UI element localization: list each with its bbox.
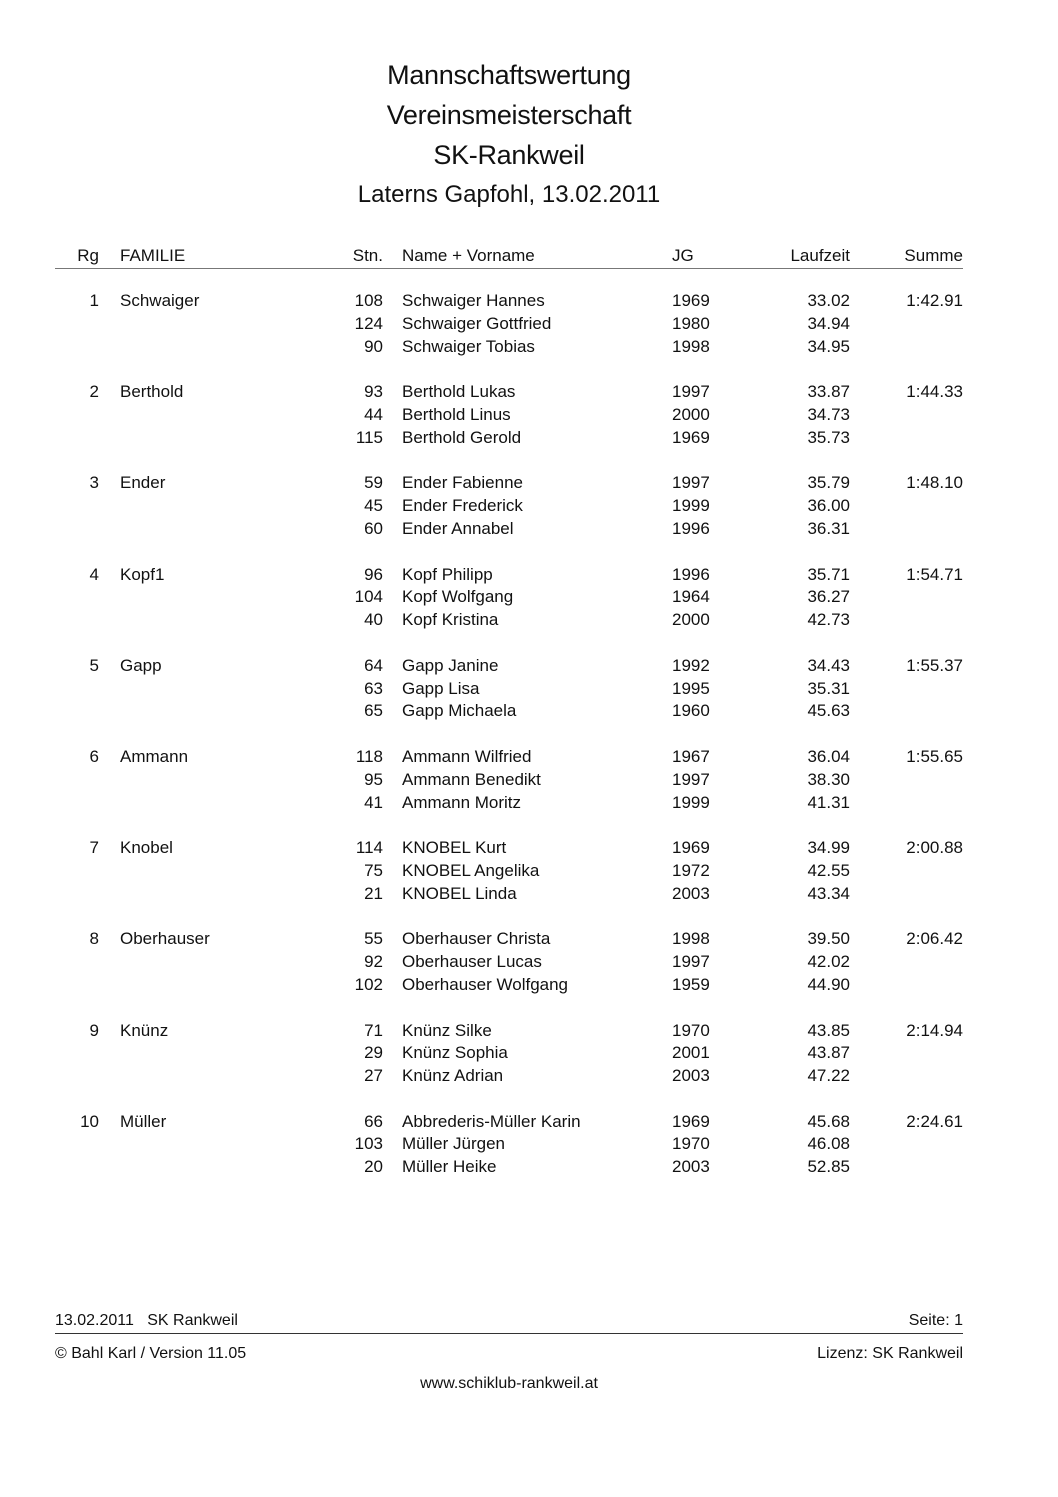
name-cell: Gapp Lisa <box>402 678 480 698</box>
run-time-cell: 42.73 <box>807 610 850 630</box>
run-time-cell: 35.71 <box>807 564 850 584</box>
name-cell: Knünz Sophia <box>402 1043 508 1063</box>
name-cell: Kopf Philipp <box>402 564 493 584</box>
birth-year-cell: 1997 <box>672 382 710 402</box>
start-number-cell: 103 <box>354 1134 383 1154</box>
name-cell: Ammann Benedikt <box>402 769 541 789</box>
birth-year-cell: 1997 <box>672 473 710 493</box>
name-cell: Gapp Michaela <box>402 701 517 721</box>
start-number-cell: 124 <box>354 313 383 333</box>
table-header <box>0 246 1058 268</box>
birth-year-cell: 1970 <box>672 1134 710 1154</box>
total-time-cell: 2:06.42 <box>906 929 963 949</box>
team-group <box>0 1112 1058 1180</box>
start-number-cell: 102 <box>354 974 383 994</box>
run-time-cell: 34.43 <box>807 655 850 675</box>
team-group <box>0 1021 1058 1089</box>
table-row <box>0 1021 1058 1044</box>
run-time-cell: 36.04 <box>807 746 850 766</box>
run-time-cell: 46.08 <box>807 1134 850 1154</box>
family-cell: Müller <box>120 1111 167 1131</box>
team-group <box>0 838 1058 906</box>
table-row <box>0 291 1058 314</box>
table-row <box>0 975 1058 998</box>
name-cell: Ender Frederick <box>402 496 523 516</box>
family-cell: Oberhauser <box>120 929 210 949</box>
run-time-cell: 34.95 <box>807 336 850 356</box>
start-number-cell: 75 <box>364 860 383 880</box>
run-time-cell: 43.34 <box>807 883 850 903</box>
name-cell: Oberhauser Christa <box>402 929 551 949</box>
team-group <box>0 565 1058 633</box>
name-cell: Oberhauser Wolfgang <box>402 974 569 994</box>
name-cell: Gapp Janine <box>402 655 499 675</box>
table-row <box>0 428 1058 451</box>
run-time-cell: 36.00 <box>807 496 850 516</box>
total-time-cell: 2:24.61 <box>906 1111 963 1131</box>
title-line-2: Vereinsmeisterschaft <box>386 100 632 130</box>
rank-cell: 6 <box>89 746 99 766</box>
birth-year-cell: 1969 <box>672 1111 710 1131</box>
table-row <box>0 747 1058 770</box>
team-group <box>0 473 1058 541</box>
start-number-cell: 59 <box>364 473 383 493</box>
results-table <box>0 291 1058 1203</box>
start-number-cell: 104 <box>354 587 383 607</box>
team-group <box>0 291 1058 359</box>
family-cell: Berthold <box>120 382 184 402</box>
name-cell: Ammann Moritz <box>402 792 522 812</box>
birth-year-cell: 1967 <box>672 746 710 766</box>
table-row <box>0 929 1058 952</box>
start-number-cell: 27 <box>364 1066 383 1086</box>
start-number-cell: 40 <box>364 610 383 630</box>
footer-copyright: © Bahl Karl / Version 11.05 <box>55 1345 247 1362</box>
table-row <box>0 496 1058 519</box>
name-cell: KNOBEL Angelika <box>402 860 540 880</box>
name-cell: Müller Heike <box>402 1157 497 1177</box>
start-number-cell: 66 <box>364 1111 383 1131</box>
header-name: Name + Vorname <box>402 246 535 265</box>
run-time-cell: 39.50 <box>807 929 850 949</box>
table-row <box>0 679 1058 702</box>
name-cell: Berthold Linus <box>402 404 511 424</box>
total-time-cell: 1:44.33 <box>906 382 963 402</box>
total-time-cell: 2:00.88 <box>906 838 963 858</box>
run-time-cell: 36.31 <box>807 518 850 538</box>
total-time-cell: 1:55.65 <box>906 746 963 766</box>
family-cell: Kopf1 <box>120 564 165 584</box>
birth-year-cell: 1996 <box>672 564 710 584</box>
start-number-cell: 95 <box>364 769 383 789</box>
name-cell: Abbrederis-Müller Karin <box>402 1111 581 1131</box>
start-number-cell: 55 <box>364 929 383 949</box>
name-cell: Ender Fabienne <box>402 473 523 493</box>
table-row <box>0 838 1058 861</box>
table-row <box>0 382 1058 405</box>
table-row <box>0 656 1058 679</box>
event-subtitle: Laterns Gapfohl, 13.02.2011 <box>357 181 661 208</box>
name-cell: Schwaiger Tobias <box>402 336 535 356</box>
table-row <box>0 587 1058 610</box>
title-line-3: SK-Rankweil <box>433 140 585 170</box>
start-number-cell: 118 <box>355 746 383 766</box>
table-row <box>0 314 1058 337</box>
birth-year-cell: 1959 <box>672 974 710 994</box>
run-time-cell: 36.27 <box>807 587 850 607</box>
team-group <box>0 929 1058 997</box>
birth-year-cell: 2000 <box>672 404 710 424</box>
start-number-cell: 65 <box>364 701 383 721</box>
start-number-cell: 45 <box>364 496 383 516</box>
start-number-cell: 93 <box>364 382 383 402</box>
start-number-cell: 108 <box>354 291 383 310</box>
start-number-cell: 44 <box>364 404 383 424</box>
birth-year-cell: 2000 <box>672 610 710 630</box>
start-number-cell: 41 <box>364 792 383 812</box>
birth-year-cell: 1969 <box>672 838 710 858</box>
footer-license: Lizenz: SK Rankweil <box>817 1345 963 1362</box>
name-cell: KNOBEL Linda <box>402 883 517 903</box>
run-time-cell: 33.87 <box>807 382 850 402</box>
footer-website: www.schiklub-rankweil.at <box>420 1375 598 1392</box>
birth-year-cell: 1960 <box>672 701 710 721</box>
run-time-cell: 45.68 <box>807 1111 850 1131</box>
footer-club: SK Rankweil <box>147 1312 238 1329</box>
table-row <box>0 610 1058 633</box>
start-number-cell: 115 <box>355 427 383 447</box>
total-time-cell: 2:14.94 <box>906 1020 963 1040</box>
team-group <box>0 382 1058 450</box>
start-number-cell: 92 <box>364 952 383 972</box>
start-number-cell: 96 <box>364 564 383 584</box>
run-time-cell: 42.55 <box>807 860 850 880</box>
name-cell: Ender Annabel <box>402 518 514 538</box>
run-time-cell: 35.79 <box>807 473 850 493</box>
table-row <box>0 565 1058 588</box>
run-time-cell: 35.31 <box>807 678 850 698</box>
rank-cell: 10 <box>80 1111 99 1131</box>
rank-cell: 4 <box>89 564 99 584</box>
birth-year-cell: 1997 <box>672 952 710 972</box>
birth-year-cell: 2003 <box>672 1157 710 1177</box>
birth-year-cell: 1998 <box>672 336 710 356</box>
family-cell: Ammann <box>120 746 189 766</box>
header-jg: JG <box>672 246 694 265</box>
run-time-cell: 47.22 <box>807 1066 850 1086</box>
total-time-cell: 1:48.10 <box>906 473 963 493</box>
birth-year-cell: 1997 <box>672 769 710 789</box>
table-row <box>0 861 1058 884</box>
run-time-cell: 41.31 <box>807 792 850 812</box>
family-cell: Ender <box>120 473 166 493</box>
rank-cell: 7 <box>89 838 99 858</box>
footer-date: 13.02.2011 <box>55 1312 134 1329</box>
total-time-cell: 1:54.71 <box>906 564 963 584</box>
table-row <box>0 519 1058 542</box>
title-line-1: Mannschaftswertung <box>387 60 631 90</box>
table-row <box>0 405 1058 428</box>
table-row <box>0 1134 1058 1157</box>
total-time-cell: 1:42.91 <box>906 291 963 310</box>
name-cell: Knünz Silke <box>402 1020 492 1040</box>
run-time-cell: 38.30 <box>807 769 850 789</box>
family-cell: Knobel <box>120 838 173 858</box>
name-cell: Schwaiger Hannes <box>402 291 545 310</box>
rank-cell: 1 <box>89 291 99 310</box>
table-row <box>0 1157 1058 1180</box>
table-row <box>0 701 1058 724</box>
birth-year-cell: 2003 <box>672 883 710 903</box>
start-number-cell: 64 <box>364 655 383 675</box>
run-time-cell: 33.02 <box>807 291 850 310</box>
start-number-cell: 114 <box>355 838 383 858</box>
birth-year-cell: 1999 <box>672 792 710 812</box>
birth-year-cell: 1995 <box>672 678 710 698</box>
footer-page: Seite: 1 <box>908 1312 963 1329</box>
rank-cell: 2 <box>89 382 99 402</box>
birth-year-cell: 2003 <box>672 1066 710 1086</box>
name-cell: KNOBEL Kurt <box>402 838 507 858</box>
birth-year-cell: 1969 <box>672 291 710 310</box>
name-cell: Kopf Kristina <box>402 610 499 630</box>
run-time-cell: 35.73 <box>807 427 850 447</box>
name-cell: Berthold Lukas <box>402 382 516 402</box>
birth-year-cell: 1980 <box>672 313 710 333</box>
run-time-cell: 34.73 <box>807 404 850 424</box>
name-cell: Müller Jürgen <box>402 1134 505 1154</box>
table-row <box>0 1043 1058 1066</box>
run-time-cell: 43.87 <box>807 1043 850 1063</box>
table-row <box>0 337 1058 360</box>
family-cell: Gapp <box>120 655 162 675</box>
birth-year-cell: 1998 <box>672 929 710 949</box>
start-number-cell: 21 <box>364 883 383 903</box>
start-number-cell: 60 <box>364 518 383 538</box>
footer-date-club <box>55 1312 238 1330</box>
birth-year-cell: 1972 <box>672 860 710 880</box>
header-rg: Rg <box>77 246 99 265</box>
name-cell: Oberhauser Lucas <box>402 952 542 972</box>
table-row <box>0 1112 1058 1135</box>
table-row <box>0 952 1058 975</box>
name-cell: Schwaiger Gottfried <box>402 313 552 333</box>
run-time-cell: 34.94 <box>807 313 850 333</box>
run-time-cell: 43.85 <box>807 1020 850 1040</box>
birth-year-cell: 1992 <box>672 655 710 675</box>
table-row <box>0 473 1058 496</box>
run-time-cell: 34.99 <box>807 838 850 858</box>
team-group <box>0 747 1058 815</box>
birth-year-cell: 1999 <box>672 496 710 516</box>
birth-year-cell: 2001 <box>672 1043 710 1063</box>
start-number-cell: 29 <box>364 1043 383 1063</box>
table-row <box>0 793 1058 816</box>
table-row <box>0 884 1058 907</box>
run-time-cell: 45.63 <box>807 701 850 721</box>
birth-year-cell: 1970 <box>672 1020 710 1040</box>
birth-year-cell: 1996 <box>672 518 710 538</box>
table-row <box>0 770 1058 793</box>
rank-cell: 3 <box>89 473 99 493</box>
run-time-cell: 52.85 <box>807 1157 850 1177</box>
birth-year-cell: 1964 <box>672 587 710 607</box>
name-cell: Berthold Gerold <box>402 427 522 447</box>
family-cell: Schwaiger <box>120 291 200 310</box>
start-number-cell: 71 <box>364 1020 383 1040</box>
header-summe: Summe <box>904 246 963 265</box>
team-group <box>0 656 1058 724</box>
rank-cell: 5 <box>89 655 99 675</box>
start-number-cell: 20 <box>364 1157 383 1177</box>
name-cell: Knünz Adrian <box>402 1066 504 1086</box>
header-stn: Stn. <box>352 246 383 265</box>
header-familie: FAMILIE <box>120 246 186 265</box>
start-number-cell: 90 <box>364 336 383 356</box>
header-laufzeit: Laufzeit <box>790 246 850 265</box>
header-divider <box>55 268 963 269</box>
rank-cell: 8 <box>89 929 99 949</box>
name-cell: Ammann Wilfried <box>402 746 532 766</box>
table-row <box>0 1066 1058 1089</box>
birth-year-cell: 1969 <box>672 427 710 447</box>
document-header <box>0 55 1018 213</box>
start-number-cell: 63 <box>364 678 383 698</box>
family-cell: Knünz <box>120 1020 169 1040</box>
rank-cell: 9 <box>89 1020 99 1040</box>
run-time-cell: 44.90 <box>807 974 850 994</box>
footer-divider <box>55 1333 963 1334</box>
run-time-cell: 42.02 <box>807 952 850 972</box>
total-time-cell: 1:55.37 <box>906 655 963 675</box>
name-cell: Kopf Wolfgang <box>402 587 514 607</box>
